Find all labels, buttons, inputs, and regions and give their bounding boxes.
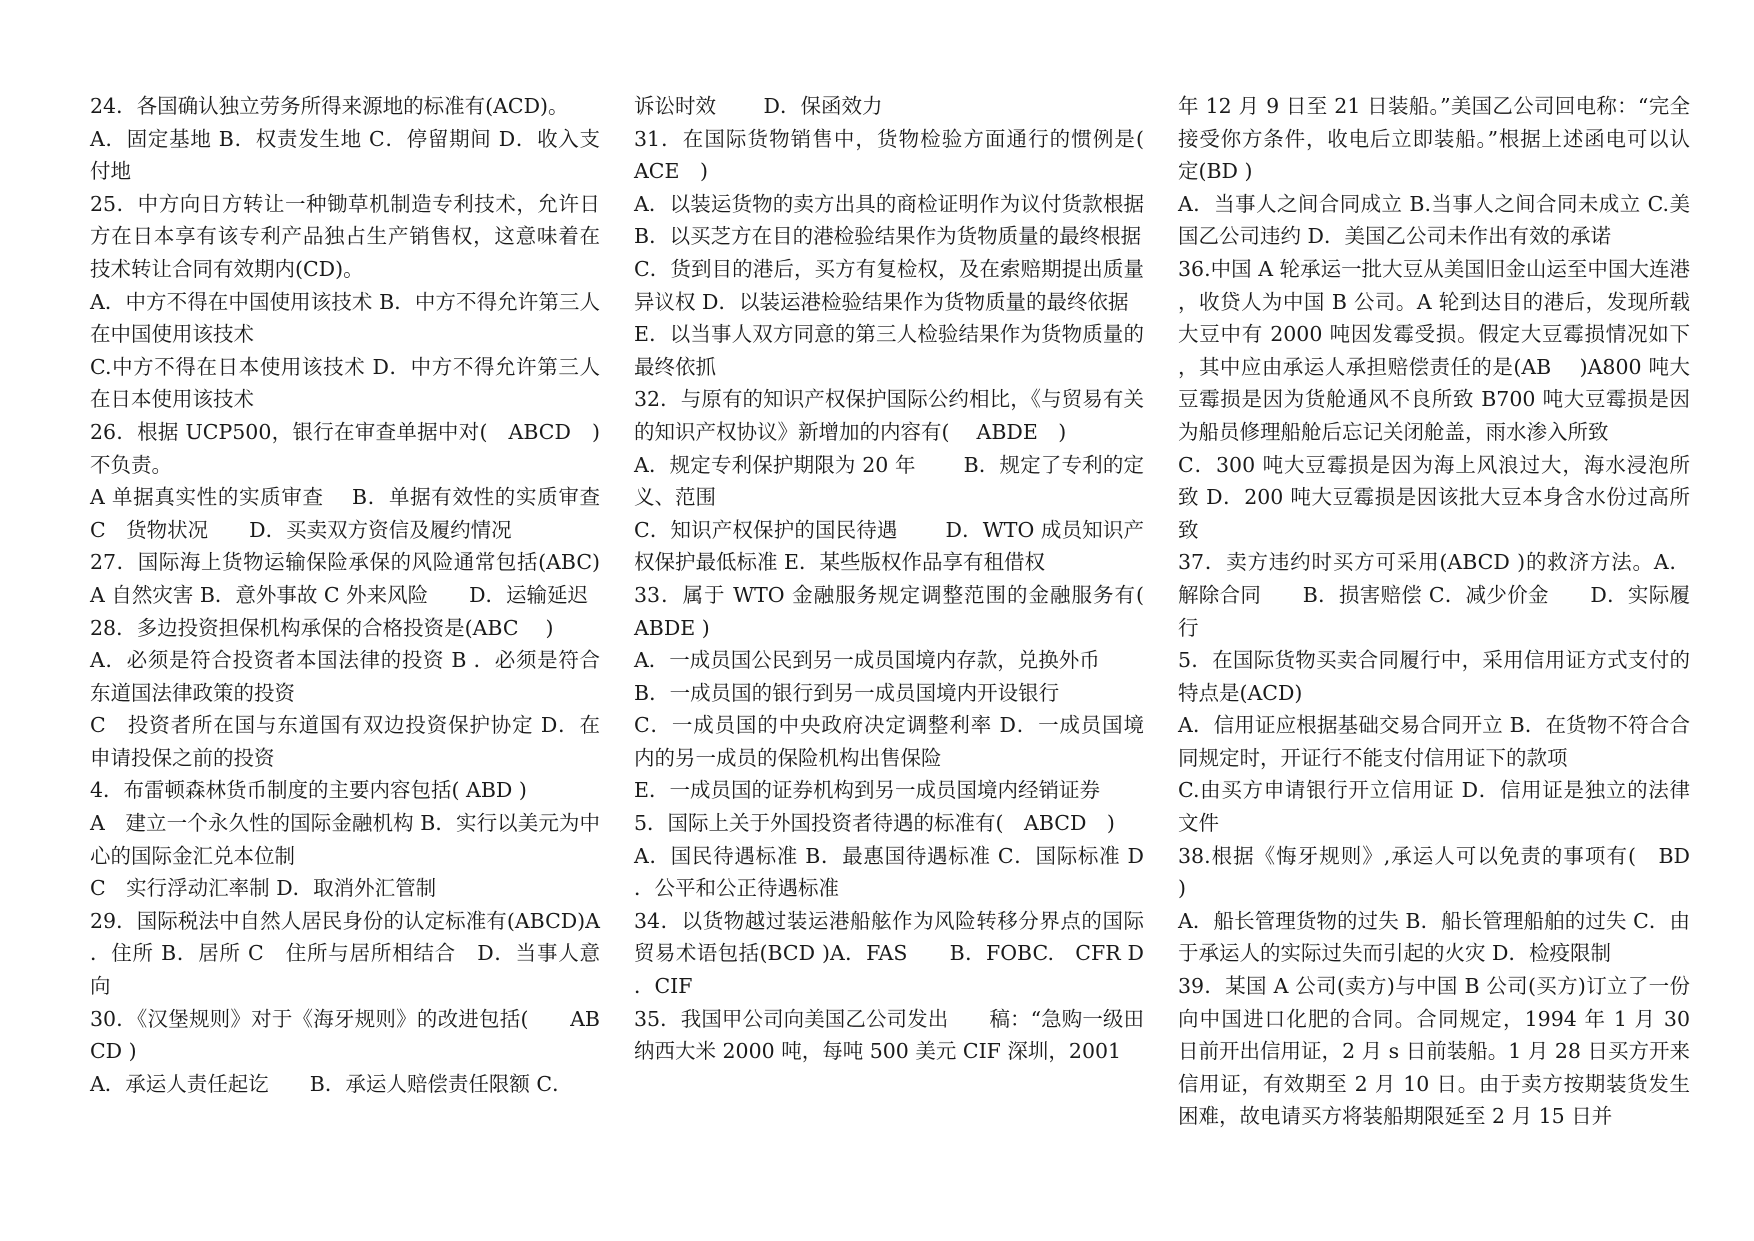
paragraph: 36.中国 A 轮承运一批大豆从美国旧金山运至中国大连港，收贷人为中国 B 公司。A 轮到达目的港后，发现所载大豆中有 2000 吨因发霉受损。假定大豆霉损情况如下，其中应由承运人承担赔偿责任的是(AB )A800 吨大豆霉损是因为货舱通风不良所致 B700 吨大豆霉损是因为船员修理船舱后忘记关闭舱盖，雨水渗入所致 xyxy=(1178,256,1690,444)
paragraph: A．固定基地 B．权责发生地 C．停留期间 D．收入支付地 xyxy=(90,126,600,184)
paragraph: A．必须是符合投资者本国法律的投资 B ．必须是符合东道国法律政策的投资 xyxy=(90,648,600,705)
paragraph: E．以当事人双方同意的第三人检验结果作为货物质量的最终依抓 xyxy=(634,322,1144,379)
paragraph: 37．卖方违约时买方可采用(ABCD )的救济方法。A．解除合同 B．损害赔偿 C．减少价金 D．实际履行 xyxy=(1178,550,1690,640)
text-column-2 xyxy=(634,90,1172,1068)
paragraph: A．信用证应根据基础交易合同开立 B．在货物不符合合同规定时，开证行不能支付信用证下的款项 xyxy=(1178,713,1690,770)
paragraph: C．知识产权保护的国民待遇 D．WTO 成员知识产权保护最低标准 E．某些版权作品享有租借权 xyxy=(634,517,1144,575)
paragraph: B．一成员国的银行到另一成员国境内开设银行 xyxy=(634,680,1060,705)
text-column-1 xyxy=(90,90,600,1100)
paragraph: C 投资者所在国与东道国有双边投资保护协定 D．在申请投保之前的投资 xyxy=(90,713,600,770)
paragraph: A．中方不得在中国使用该技术 B．中方不得允许第三人在中国使用该技术 xyxy=(90,289,600,347)
paragraph: 27．国际海上货物运输保险承保的风险通常包括(ABC)A 自然灾害 B．意外事故 C 外来风险 D．运输延迟 xyxy=(90,550,600,607)
paragraph: C 实行浮动汇率制 D．取消外汇管制 xyxy=(90,876,437,901)
paragraph: 4．布雷顿森林货币制度的主要内容包括( ABD ) xyxy=(90,778,527,803)
paragraph: A．规定专利保护期限为 20 年 B．规定了专利的定义、范围 xyxy=(634,452,1144,510)
paragraph: A．船长管理货物的过失 B．船长管理船舶的过失 C．由于承运人的实际过失而引起的火灾 D．检疫限制 xyxy=(1178,908,1690,966)
paragraph: A 单据真实性的实质审查 B．单据有效性的实质审查 C 货物状况 D．买卖双方资信及履约情况 xyxy=(90,485,600,542)
paragraph: 26．根据 UCP500，银行在审查单据中对( ABCD )不负责。 xyxy=(90,419,600,477)
paragraph: C．300 吨大豆霉损是因为海上风浪过大，海水浸泡所致 D．200 吨大豆霉损是因该批大豆本身含水份过高所致 xyxy=(1178,452,1690,542)
paragraph: C．一成员国的中央政府决定调整利率 D．一成员国境内的另一成员的保险机构出售保险 xyxy=(634,713,1144,770)
paragraph: A．承运人责任起讫 B．承运人赔偿责任限额 C． xyxy=(90,1071,573,1096)
paragraph: 35．我国甲公司向美国乙公司发出 稿：“急购一级田纳西大米 2000 吨，每吨 500 美元 CIF 深圳，2001 xyxy=(634,1006,1144,1064)
paragraph: 38.根据《悔牙规则》,承运人可以免责的事项有( BD ) xyxy=(1178,843,1711,901)
paragraph: C．货到目的港后，买方有复检权，及在索赔期提出质量异议权 D．以装运港检验结果作为货物质量的最终依据 xyxy=(634,256,1144,314)
paragraph: 29．国际税法中自然人居民身份的认定标准有(ABCD)A．住所 B．居所 C 住所与居所相结合 D．当事人意向 xyxy=(90,908,600,999)
paragraph: A．当事人之间合同成立 B.当事人之间合同未成立 C.美国乙公司违约 D．美国乙公司未作出有效的承诺 xyxy=(1178,191,1690,249)
paragraph: E．一成员国的证券机构到另一成员国境内经销证券 xyxy=(634,778,1100,803)
text-column-3 xyxy=(1178,90,1711,1133)
paragraph: A．以装运货物的卖方出具的商检证明作为议付货款根据 B．以买芝方在目的港检验结果作为货物质量的最终根据 xyxy=(634,191,1144,249)
paragraph: 28．多边投资担保机构承保的合格投资是(ABC ) xyxy=(90,615,554,640)
paragraph: C.由买方申请银行开立信用证 D．信用证是独立的法律文件 xyxy=(1178,778,1690,836)
paragraph: 33．属于 WTO 金融服务规定调整范围的金融服务有( ABDE ) xyxy=(634,582,1172,640)
paragraph: A．一成员国公民到另一成员国境内存款，兑换外币 xyxy=(634,648,1100,673)
paragraph: 34．以货物越过装运港船舷作为风险转移分界点的国际贸易术语包括(BCD )A．FAS B．FOBC. CFR D．CIF xyxy=(634,908,1144,999)
paragraph: 诉讼时效 D．保函效力 xyxy=(634,94,883,118)
paragraph: 31．在国际货物销售中，货物检验方面通行的惯例是( ACE ) xyxy=(634,126,1172,184)
paragraph: 30．《汉堡规则》对于《海牙规则》的改进包括( ABCD ) xyxy=(90,1006,600,1064)
paragraph: C.中方不得在日本使用该技术 D．中方不得允许第三人在日本使用该技术 xyxy=(90,354,600,412)
paragraph: A 建立一个永久性的国际金融机构 B．实行以美元为中心的国际金汇兑本位制 xyxy=(90,811,600,868)
paragraph: 5．国际上关于外国投资者待遇的标准有( ABCD ) xyxy=(634,811,1115,836)
paragraph: 32．与原有的知识产权保护国际公约相比，《与贸易有关的知识产权协议》新增加的内容有( ABDE ) xyxy=(634,387,1144,444)
paragraph: 年 12 月 9 日至 21 日装船。”美国乙公司回电称：“完全接受你方条件，收电后立即装船。”根据上述函电可以认定(BD ) xyxy=(1178,94,1690,184)
paragraph: 24．各国确认独立劳务所得来源地的标准有(ACD)。 xyxy=(90,94,569,118)
paragraph: A．国民待遇标准 B．最惠国待遇标准 C．国际标准 D．公平和公正待遇标准 xyxy=(634,843,1144,901)
paragraph: 25．中方向日方转让一种锄草机制造专利技术，允许日方在日本享有该专利产品独占生产销售权，这意味着在技术转让合同有效期内(CD)。 xyxy=(90,191,600,281)
paragraph: 39．某国 A 公司(卖方)与中国 B 公司(买方)订立了一份向中国进口化肥的合同。合同规定，1994 年 1 月 30 日前开出信用证，2 月 s 日前装船。1 月 28 日买方开来信用证，有效期至 2 月 10 日。由于卖方按期装货发生困难，故电请买方将装船期限延至 2 月 15 日并 xyxy=(1178,974,1690,1129)
paragraph: 5．在国际货物买卖合同履行中，采用信用证方式支付的特点是(ACD) xyxy=(1178,648,1690,705)
